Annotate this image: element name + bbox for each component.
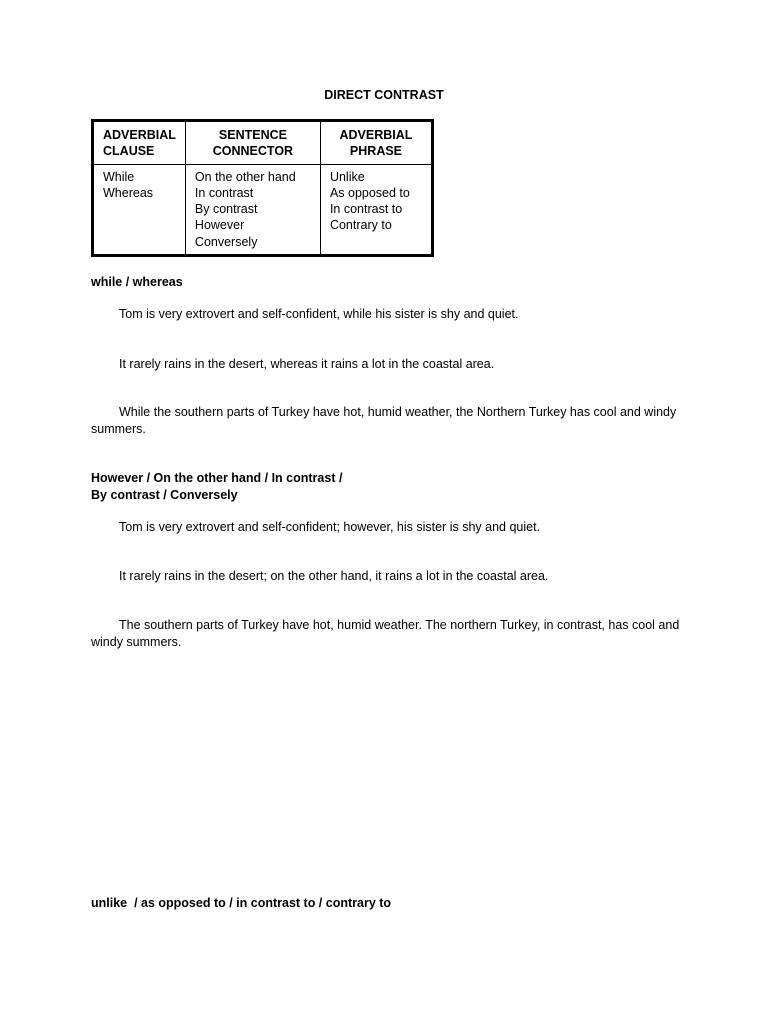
list-item: On the other hand: [194, 169, 296, 184]
list-item: In contrast: [194, 185, 254, 200]
list-item: By contrast: [194, 202, 258, 217]
example-paragraph: The southern parts of Turkey have hot, humid weather. The northern Turkey, in contrast, has cool and windy summers.: [91, 618, 680, 649]
page-title: DIRECT CONTRAST: [324, 88, 444, 102]
table-header-row: [93, 121, 433, 165]
header-sentence-connector: SENTENCE CONNECTOR: [185, 121, 320, 165]
list-item: While: [103, 169, 135, 184]
list-item: In contrast to: [329, 202, 403, 217]
section-heading-while-whereas: while / whereas: [91, 275, 183, 289]
example-paragraph: Tom is very extrovert and self-confident; however, his sister is shy and quiet.: [119, 520, 541, 534]
example-paragraph: Tom is very extrovert and self-confident, while his sister is shy and quiet.: [119, 307, 519, 321]
cell-adverbial-phrase-list: [320, 164, 432, 255]
list-item: Contrary to: [329, 218, 392, 233]
cell-adverbial-clause-list: [93, 164, 186, 255]
contrast-connectors-table: [91, 119, 434, 257]
example-paragraph: While the southern parts of Turkey have hot, humid weather, the Northern Turkey has cool and windy summers.: [91, 405, 677, 436]
section-heading-adverbial-phrases: unlike / as opposed to / in contrast to / contrary to: [91, 896, 392, 910]
list-item: Conversely: [194, 234, 258, 249]
section-heading-sentence-connectors: However / On the other hand / In contrast / By contrast / Conversely: [91, 471, 343, 502]
example-paragraph: It rarely rains in the desert; on the other hand, it rains a lot in the coastal area.: [119, 569, 549, 583]
list-item: Whereas: [103, 185, 154, 200]
list-item: However: [194, 218, 245, 233]
list-item: Unlike: [329, 169, 365, 184]
header-adverbial-phrase: ADVERBIAL PHRASE: [320, 121, 432, 165]
cell-sentence-connector-list: [185, 164, 320, 255]
header-adverbial-clause: ADVERBIAL CLAUSE: [93, 121, 186, 165]
list-item: As opposed to: [329, 185, 410, 200]
example-paragraph: It rarely rains in the desert, whereas it rains a lot in the coastal area.: [119, 357, 495, 371]
table-row: [93, 164, 433, 255]
